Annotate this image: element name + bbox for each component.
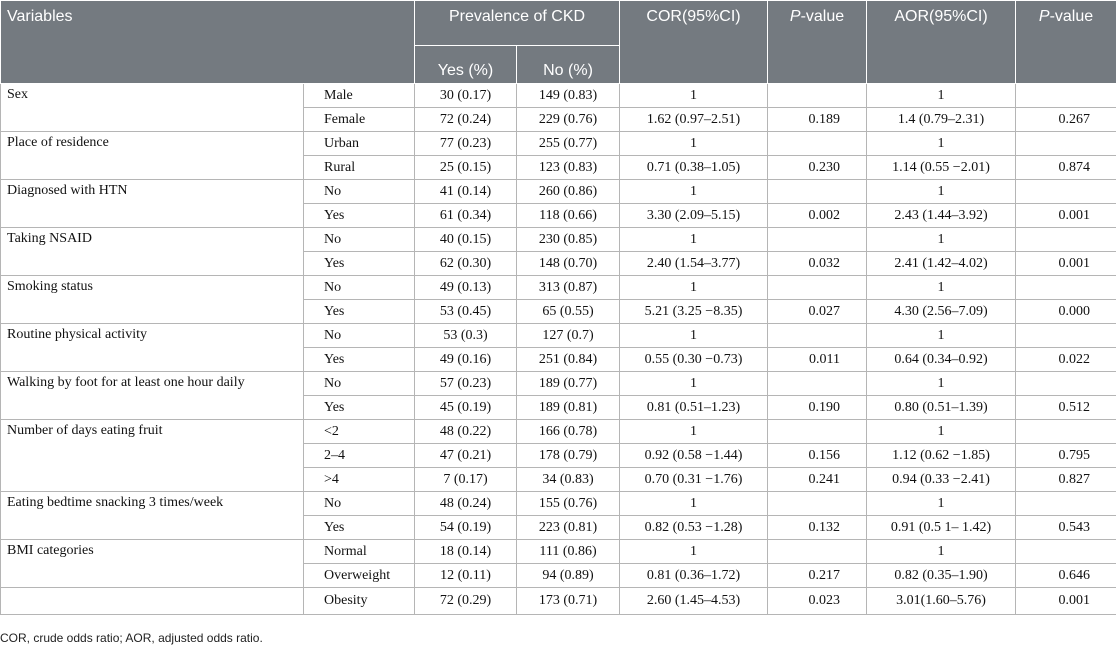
cor-cell: 1 xyxy=(620,132,768,156)
aor-cell: 1 xyxy=(867,492,1016,516)
aor-p-value-cell: 0.001 xyxy=(1016,588,1116,615)
aor-cell: 1 xyxy=(867,276,1016,300)
aor-cell: 3.01(1.60–5.76) xyxy=(867,588,1016,615)
no-cell: 65 (0.55) xyxy=(517,300,620,324)
aor-p-value-cell: 0.512 xyxy=(1016,396,1116,420)
yes-cell: 72 (0.29) xyxy=(415,588,517,615)
category-cell: No xyxy=(304,228,415,252)
variable-cell xyxy=(1,588,304,615)
no-cell: 166 (0.78) xyxy=(517,420,620,444)
cor-p-value-cell xyxy=(768,492,867,516)
aor-p-value-cell: 0.646 xyxy=(1016,564,1116,588)
category-cell: Yes xyxy=(304,300,415,324)
yes-header: Yes (%) xyxy=(415,46,517,84)
cor-cell: 1 xyxy=(620,492,768,516)
no-cell: 94 (0.89) xyxy=(517,564,620,588)
cor-p-value-cell xyxy=(768,84,867,108)
cor-header: COR(95%CI) xyxy=(620,1,768,84)
no-cell: 111 (0.86) xyxy=(517,540,620,564)
no-cell: 229 (0.76) xyxy=(517,108,620,132)
no-cell: 251 (0.84) xyxy=(517,348,620,372)
category-cell: 2–4 xyxy=(304,444,415,468)
aor-cell: 1 xyxy=(867,84,1016,108)
aor-cell: 2.43 (1.44–3.92) xyxy=(867,204,1016,228)
no-cell: 260 (0.86) xyxy=(517,180,620,204)
aor-p-value-cell: 0.001 xyxy=(1016,204,1116,228)
no-cell: 118 (0.66) xyxy=(517,204,620,228)
category-cell: Yes xyxy=(304,252,415,276)
aor-p-value-cell xyxy=(1016,84,1116,108)
no-cell: 155 (0.76) xyxy=(517,492,620,516)
table-row xyxy=(1,324,1116,348)
variable-cell: Smoking status xyxy=(1,276,304,324)
aor-cell: 1.4 (0.79–2.31) xyxy=(867,108,1016,132)
cor-p-value-cell xyxy=(768,228,867,252)
table-row xyxy=(1,588,1116,615)
no-cell: 173 (0.71) xyxy=(517,588,620,615)
yes-cell: 30 (0.17) xyxy=(415,84,517,108)
table-row xyxy=(1,420,1116,444)
p-italic: P xyxy=(789,8,801,25)
table-row xyxy=(1,228,1116,252)
cor-p-value-cell xyxy=(768,180,867,204)
aor-p-value-cell xyxy=(1016,372,1116,396)
cor-p-value-cell xyxy=(768,540,867,564)
cor-cell: 0.81 (0.51–1.23) xyxy=(620,396,768,420)
aor-cell: 1 xyxy=(867,372,1016,396)
yes-cell: 72 (0.24) xyxy=(415,108,517,132)
p-value-header-1 xyxy=(768,1,867,84)
category-cell: Normal xyxy=(304,540,415,564)
aor-p-value-cell xyxy=(1016,324,1116,348)
category-cell: No xyxy=(304,372,415,396)
table-row xyxy=(1,492,1116,516)
no-cell: 313 (0.87) xyxy=(517,276,620,300)
cor-p-value-cell: 0.190 xyxy=(768,396,867,420)
yes-cell: 48 (0.22) xyxy=(415,420,517,444)
cor-cell: 1 xyxy=(620,420,768,444)
aor-cell: 0.80 (0.51–1.39) xyxy=(867,396,1016,420)
variable-cell: Diagnosed with HTN xyxy=(1,180,304,228)
table-row xyxy=(1,132,1116,156)
aor-cell: 1 xyxy=(867,228,1016,252)
category-cell: Obesity xyxy=(304,588,415,615)
cor-cell: 1 xyxy=(620,180,768,204)
aor-cell: 1 xyxy=(867,180,1016,204)
cor-cell: 1 xyxy=(620,228,768,252)
aor-p-value-cell xyxy=(1016,180,1116,204)
category-cell: No xyxy=(304,492,415,516)
no-cell: 34 (0.83) xyxy=(517,468,620,492)
category-cell: Yes xyxy=(304,516,415,540)
table-row xyxy=(1,372,1116,396)
yes-cell: 12 (0.11) xyxy=(415,564,517,588)
cor-p-value-cell: 0.032 xyxy=(768,252,867,276)
yes-cell: 62 (0.30) xyxy=(415,252,517,276)
no-cell: 127 (0.7) xyxy=(517,324,620,348)
no-cell: 148 (0.70) xyxy=(517,252,620,276)
no-cell: 189 (0.81) xyxy=(517,396,620,420)
variable-cell: Routine physical activity xyxy=(1,324,304,372)
yes-cell: 25 (0.15) xyxy=(415,156,517,180)
cor-p-value-cell: 0.002 xyxy=(768,204,867,228)
cor-p-value-cell: 0.230 xyxy=(768,156,867,180)
aor-p-value-cell: 0.001 xyxy=(1016,252,1116,276)
aor-p-value-cell xyxy=(1016,420,1116,444)
cor-p-value-cell xyxy=(768,132,867,156)
category-cell: Yes xyxy=(304,348,415,372)
footnote: COR, crude odds ratio; AOR, adjusted odds ratio. xyxy=(0,631,263,645)
cor-cell: 0.55 (0.30 −0.73) xyxy=(620,348,768,372)
no-cell: 123 (0.83) xyxy=(517,156,620,180)
cor-cell: 2.40 (1.54–3.77) xyxy=(620,252,768,276)
aor-cell: 1.14 (0.55 −2.01) xyxy=(867,156,1016,180)
cor-cell: 3.30 (2.09–5.15) xyxy=(620,204,768,228)
no-cell: 255 (0.77) xyxy=(517,132,620,156)
variables-header: Variables xyxy=(1,1,415,84)
p-rest: -value xyxy=(1049,8,1094,25)
cor-cell: 1 xyxy=(620,540,768,564)
yes-cell: 48 (0.24) xyxy=(415,492,517,516)
category-cell: Rural xyxy=(304,156,415,180)
category-cell: Overweight xyxy=(304,564,415,588)
yes-cell: 40 (0.15) xyxy=(415,228,517,252)
category-cell: Female xyxy=(304,108,415,132)
cor-cell: 1 xyxy=(620,84,768,108)
p-value-header-2 xyxy=(1016,1,1116,84)
p-italic: P xyxy=(1038,8,1050,25)
variable-cell: Taking NSAID xyxy=(1,228,304,276)
no-cell: 149 (0.83) xyxy=(517,84,620,108)
cor-p-value-cell: 0.241 xyxy=(768,468,867,492)
aor-p-value-cell xyxy=(1016,540,1116,564)
header-row-1 xyxy=(1,1,1116,46)
cor-p-value-cell xyxy=(768,324,867,348)
aor-p-value-cell: 0.795 xyxy=(1016,444,1116,468)
variable-cell: Number of days eating fruit xyxy=(1,420,304,492)
variable-cell: Walking by foot for at least one hour daily xyxy=(1,372,304,420)
yes-cell: 49 (0.16) xyxy=(415,348,517,372)
p-rest: -value xyxy=(800,8,845,25)
cor-cell: 0.71 (0.38–1.05) xyxy=(620,156,768,180)
prevalence-header: Prevalence of CKD xyxy=(415,1,620,46)
aor-p-value-cell xyxy=(1016,492,1116,516)
aor-cell: 0.91 (0.5 1– 1.42) xyxy=(867,516,1016,540)
cor-cell: 0.81 (0.36–1.72) xyxy=(620,564,768,588)
category-cell: Urban xyxy=(304,132,415,156)
category-cell: No xyxy=(304,324,415,348)
category-cell: No xyxy=(304,276,415,300)
yes-cell: 18 (0.14) xyxy=(415,540,517,564)
yes-cell: 53 (0.3) xyxy=(415,324,517,348)
variable-cell: Sex xyxy=(1,84,304,132)
table-row xyxy=(1,540,1116,564)
aor-cell: 1.12 (0.62 −1.85) xyxy=(867,444,1016,468)
category-cell: Yes xyxy=(304,204,415,228)
cor-cell: 1 xyxy=(620,372,768,396)
cor-p-value-cell: 0.023 xyxy=(768,588,867,615)
cor-cell: 0.92 (0.58 −1.44) xyxy=(620,444,768,468)
cor-cell: 0.70 (0.31 −1.76) xyxy=(620,468,768,492)
cor-cell: 1 xyxy=(620,324,768,348)
yes-cell: 49 (0.13) xyxy=(415,276,517,300)
aor-p-value-cell: 0.000 xyxy=(1016,300,1116,324)
cor-p-value-cell: 0.189 xyxy=(768,108,867,132)
cor-p-value-cell: 0.011 xyxy=(768,348,867,372)
yes-cell: 61 (0.34) xyxy=(415,204,517,228)
cor-cell: 2.60 (1.45–4.53) xyxy=(620,588,768,615)
table-row xyxy=(1,276,1116,300)
category-cell: <2 xyxy=(304,420,415,444)
yes-cell: 47 (0.21) xyxy=(415,444,517,468)
aor-cell: 1 xyxy=(867,132,1016,156)
table-row xyxy=(1,84,1116,108)
cor-p-value-cell: 0.217 xyxy=(768,564,867,588)
aor-p-value-cell xyxy=(1016,132,1116,156)
aor-p-value-cell: 0.543 xyxy=(1016,516,1116,540)
aor-cell: 0.64 (0.34–0.92) xyxy=(867,348,1016,372)
yes-cell: 54 (0.19) xyxy=(415,516,517,540)
table-row xyxy=(1,180,1116,204)
no-header: No (%) xyxy=(517,46,620,84)
yes-cell: 57 (0.23) xyxy=(415,372,517,396)
aor-cell: 1 xyxy=(867,420,1016,444)
yes-cell: 53 (0.45) xyxy=(415,300,517,324)
aor-cell: 1 xyxy=(867,540,1016,564)
table-body xyxy=(1,84,1116,615)
cor-p-value-cell: 0.027 xyxy=(768,300,867,324)
cor-cell: 1.62 (0.97–2.51) xyxy=(620,108,768,132)
aor-p-value-cell: 0.022 xyxy=(1016,348,1116,372)
no-cell: 230 (0.85) xyxy=(517,228,620,252)
category-cell: Yes xyxy=(304,396,415,420)
variable-cell: Eating bedtime snacking 3 times/week xyxy=(1,492,304,540)
yes-cell: 45 (0.19) xyxy=(415,396,517,420)
no-cell: 178 (0.79) xyxy=(517,444,620,468)
cor-p-value-cell xyxy=(768,276,867,300)
aor-p-value-cell: 0.874 xyxy=(1016,156,1116,180)
cor-p-value-cell: 0.132 xyxy=(768,516,867,540)
cor-p-value-cell xyxy=(768,420,867,444)
variable-cell: Place of residence xyxy=(1,132,304,180)
yes-cell: 41 (0.14) xyxy=(415,180,517,204)
cor-p-value-cell: 0.156 xyxy=(768,444,867,468)
aor-p-value-cell xyxy=(1016,276,1116,300)
cor-cell: 5.21 (3.25 −8.35) xyxy=(620,300,768,324)
aor-cell: 4.30 (2.56–7.09) xyxy=(867,300,1016,324)
category-cell: >4 xyxy=(304,468,415,492)
cor-p-value-cell xyxy=(768,372,867,396)
aor-cell: 2.41 (1.42–4.02) xyxy=(867,252,1016,276)
no-cell: 223 (0.81) xyxy=(517,516,620,540)
aor-header: AOR(95%CI) xyxy=(867,1,1016,84)
variable-cell: BMI categories xyxy=(1,540,304,588)
aor-p-value-cell xyxy=(1016,228,1116,252)
aor-cell: 1 xyxy=(867,324,1016,348)
category-cell: Male xyxy=(304,84,415,108)
aor-cell: 0.94 (0.33 −2.41) xyxy=(867,468,1016,492)
aor-p-value-cell: 0.267 xyxy=(1016,108,1116,132)
no-cell: 189 (0.77) xyxy=(517,372,620,396)
cor-cell: 1 xyxy=(620,276,768,300)
category-cell: No xyxy=(304,180,415,204)
cor-cell: 0.82 (0.53 −1.28) xyxy=(620,516,768,540)
yes-cell: 7 (0.17) xyxy=(415,468,517,492)
aor-p-value-cell: 0.827 xyxy=(1016,468,1116,492)
aor-cell: 0.82 (0.35–1.90) xyxy=(867,564,1016,588)
yes-cell: 77 (0.23) xyxy=(415,132,517,156)
